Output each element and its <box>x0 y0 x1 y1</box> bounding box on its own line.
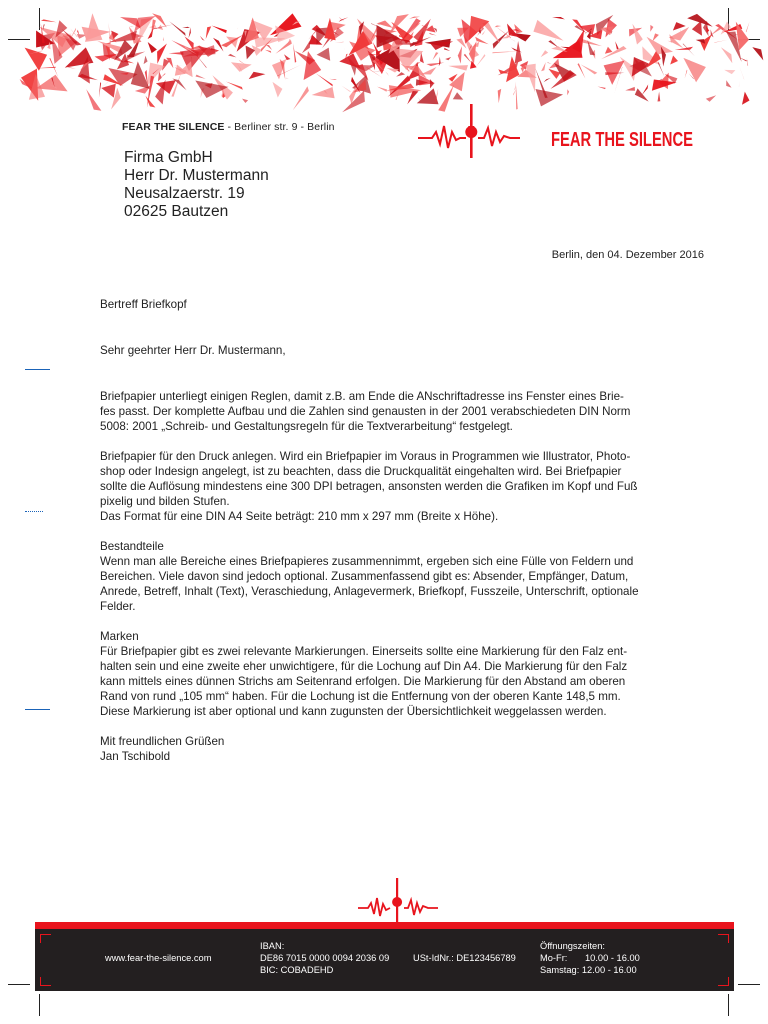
salutation: Sehr geehrter Herr Dr. Mustermann, <box>100 344 286 357</box>
recipient-street: Neusalzaerstr. 19 <box>124 185 245 202</box>
crop-mark <box>39 8 40 30</box>
subject-line: Bertreff Briefkopf <box>100 298 187 311</box>
recipient-city: 02625 Bautzen <box>124 203 229 220</box>
footer-hours-saturday: Samstag: 12.00 - 16.00 <box>540 965 637 975</box>
corner-mark <box>718 977 729 986</box>
footer-logo-icon <box>358 878 438 924</box>
fold-mark <box>25 369 50 370</box>
paragraph-line: Briefpapier unterliegt einigen Reglen, damit z.B. am Ende die ANschriftadresse ins Fenster eines Brie- <box>100 390 624 403</box>
footer-hours-weekday: 10.00 - 16.00 <box>585 953 640 963</box>
paragraph-line: pixelig und bilden Stufen. <box>100 495 230 508</box>
paragraph-line: Für Briefpapier gibt es zwei relevante Markierungen. Einerseits sollte eine Markierung für den Falz ent- <box>100 645 628 658</box>
sender-line <box>122 121 335 133</box>
punch-mark <box>25 511 43 513</box>
footer-iban: DE86 7015 0000 0094 2036 09 <box>260 953 390 963</box>
signature: Jan Tschibold <box>100 750 171 763</box>
crop-mark <box>8 984 30 985</box>
corner-mark <box>718 934 729 943</box>
date-line: Berlin, den 04. Dezember 2016 <box>551 249 704 261</box>
logo-text: FEAR THE SILENCE <box>551 129 693 151</box>
paragraph-line: halten sein und eine zweite eher unwichtigere, für die Lochung auf Din A4. Die Markierung für den Falz <box>100 660 628 673</box>
footer-hours-weekday-label: Mo-Fr: <box>540 953 568 963</box>
footer-accent-bar <box>35 922 734 929</box>
paragraph-line: Felder. <box>100 600 136 613</box>
footer-iban-label: IBAN: <box>260 941 285 951</box>
paragraph-line: Briefpapier für den Druck anlegen. Wird ein Briefpapier im Voraus in Programmen wie Illustrator, Photo- <box>100 450 631 463</box>
letter-body <box>100 297 710 764</box>
paragraph-line: kann mittels eines dünnen Strichs am Seitenrand erfolgen. Die Markierung für den Abstand am oberen <box>100 675 626 688</box>
sender-brand: FEAR THE SILENCE <box>122 121 225 133</box>
footer-website[interactable]: www.fear-the-silence.com <box>105 953 212 963</box>
paragraph-line: 5008: 2001 „Schreib- und Gestaltungsregeln für die Textverarbeitung“ festgelegt. <box>100 420 513 433</box>
crop-mark <box>738 984 760 985</box>
recipient-name: Herr Dr. Mustermann <box>124 167 269 184</box>
shattered-banner-graphic <box>30 28 760 108</box>
recipient-company: Firma GmbH <box>124 149 213 166</box>
corner-mark <box>40 977 51 986</box>
paragraph-line: Diese Markierung ist aber optional und kann zugunsten der Übersichtlichkeit weggelassen werden. <box>100 705 607 718</box>
crop-mark <box>728 994 729 1016</box>
paragraph-line: Rand von rund „105 mm“ haben. Für die Lochung ist die Entfernung von der oberen Kante 148,5 mm. <box>100 690 621 703</box>
crop-mark <box>39 994 40 1016</box>
company-logo <box>418 102 708 164</box>
section-heading: Marken <box>100 630 139 643</box>
paragraph-line: shop oder Indesign angelegt, ist zu beachten, dass die Druckqualität eingehalten wird. Bei Briefpapier <box>100 465 622 478</box>
crop-mark <box>8 39 30 40</box>
corner-mark <box>40 934 51 943</box>
section-heading: Bestandteile <box>100 540 164 553</box>
paragraph-line: sollte die Auflösung mindestens eine 300 DPI betragen, ansonsten werden die Grafiken im Kopf und Fuß <box>100 480 638 493</box>
paragraph-line: fes passt. Der komplette Aufbau und die Zahlen sind genausten in der 2001 verabschiedeten DIN Norm <box>100 405 631 418</box>
logo-waveform-icon <box>418 126 466 148</box>
recipient-address <box>124 149 269 221</box>
paragraph-line: Anrede, Betreff, Inhalt (Text), Veraschiedung, Anlagevermerk, Briefkopf, Fusszeile, Unterschrift, optionale <box>100 585 639 598</box>
paragraph-line: Bereichen. Viele davon sind jedoch optional. Zusammenfassend gibt es: Absender, Empfänger, Datum, <box>100 570 629 583</box>
paragraph-line: Wenn man alle Bereiche eines Briefpapieres zusammennimmt, ergeben sich eine Fülle von Feldern und <box>100 555 634 568</box>
sender-address: - Berliner str. 9 - Berlin <box>224 121 335 133</box>
closing: Mit freundlichen Grüßen <box>100 735 225 748</box>
fold-mark <box>25 709 50 710</box>
footer-vat-id: USt-IdNr.: DE123456789 <box>413 953 516 963</box>
footer-bic: BIC: COBADEHD <box>260 965 334 975</box>
paragraph-line: Das Format für eine DIN A4 Seite beträgt: 210 mm x 297 mm (Breite x Höhe). <box>100 510 499 523</box>
footer-hours-label: Öffnungszeiten: <box>540 941 605 951</box>
footer <box>35 929 734 991</box>
